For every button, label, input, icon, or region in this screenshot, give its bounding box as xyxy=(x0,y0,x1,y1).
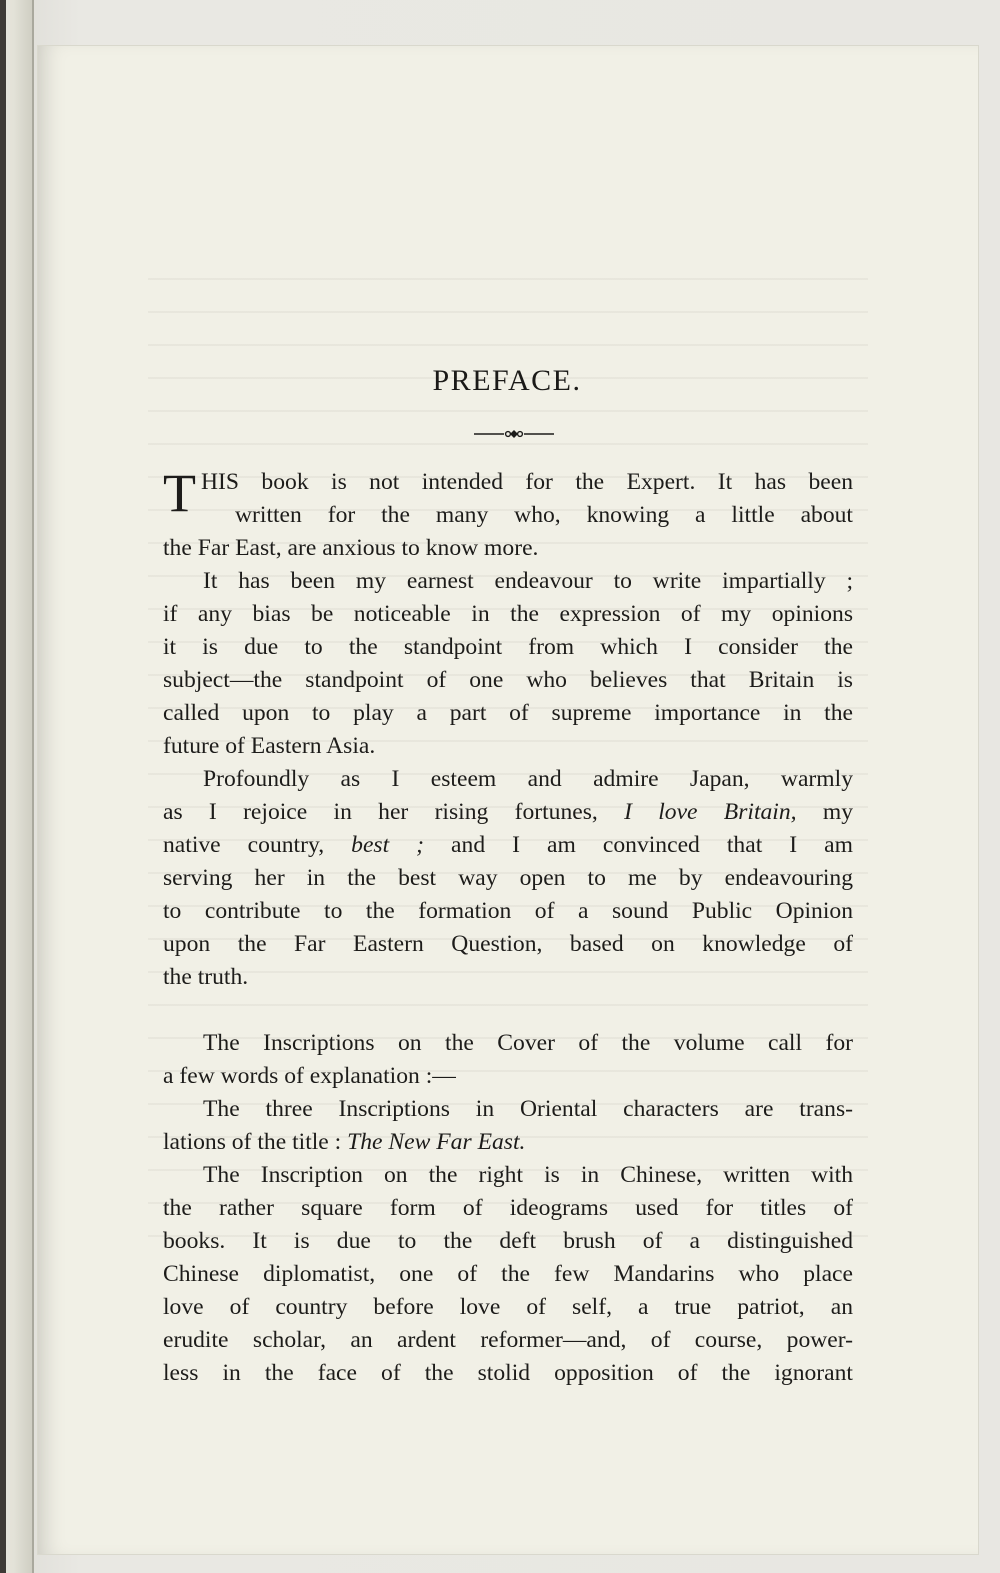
text-run: and I am convinced that I am xyxy=(424,832,853,858)
text-line: to contribute to the formation of a sound Public Opinion xyxy=(163,898,853,924)
text-line: less in the face of the stolid opposition of the ignorant xyxy=(163,1360,853,1386)
ornament-divider xyxy=(474,427,554,441)
text-line xyxy=(163,1126,853,1159)
text-line: upon the Far Eastern Question, based on knowledge of xyxy=(163,931,853,957)
text-line: a few words of explanation :— xyxy=(163,1063,456,1089)
text-line: future of Eastern Asia. xyxy=(163,733,376,759)
page-title: PREFACE. xyxy=(432,364,582,397)
drop-cap: T xyxy=(163,463,196,523)
text-line: The three Inscriptions in Oriental characters are trans- xyxy=(203,1096,853,1122)
text-line: love of country before love of self, a true patriot, an xyxy=(163,1294,853,1320)
italic-phrase: best ; xyxy=(351,832,425,858)
text-line: written for the many who, knowing a little about xyxy=(235,502,853,528)
text-line: the truth. xyxy=(163,964,249,990)
italic-phrase: I love Britain, xyxy=(624,799,797,825)
text-line: subject—the standpoint of one who believes that Britain is xyxy=(163,667,853,693)
text-line: The Inscription on the right is in Chinese, written with xyxy=(203,1162,853,1188)
book-cover-edge xyxy=(0,0,6,1573)
text-line: erudite scholar, an ardent reformer—and, of course, power- xyxy=(163,1327,853,1353)
text-line xyxy=(163,796,853,829)
text-run: as I rejoice in her rising fortunes, xyxy=(163,799,625,825)
text-line: The Inscriptions on the Cover of the volume call for xyxy=(203,1030,853,1056)
text-line: Profoundly as I esteem and admire Japan, warmly xyxy=(203,766,853,792)
text-line xyxy=(163,829,853,862)
text-line: if any bias be noticeable in the expression of my opinions xyxy=(163,601,853,627)
text-line: HIS book is not intended for the Expert. It has been xyxy=(201,469,853,495)
text-line: the Far East, are anxious to know more. xyxy=(163,535,539,561)
paragraph-gap xyxy=(163,994,853,1027)
text-line: the rather square form of ideograms used for titles of xyxy=(163,1195,853,1221)
text-line: It has been my earnest endeavour to write impartially ; xyxy=(203,568,853,594)
text-line: Chinese diplomatist, one of the few Mandarins who place xyxy=(163,1261,853,1287)
preface-text xyxy=(163,463,853,1390)
text-run: lations of the title : xyxy=(163,1129,348,1155)
text-run: my xyxy=(796,799,853,825)
text-line: serving her in the best way open to me by endeavouring xyxy=(163,865,853,891)
text-line: it is due to the standpoint from which I consider the xyxy=(163,634,853,660)
text-line: books. It is due to the deft brush of a distinguished xyxy=(163,1228,853,1254)
text-run: native country, xyxy=(163,832,352,858)
text-line: called upon to play a part of supreme importance in the xyxy=(163,700,853,726)
italic-phrase: The New Far East. xyxy=(347,1129,526,1155)
